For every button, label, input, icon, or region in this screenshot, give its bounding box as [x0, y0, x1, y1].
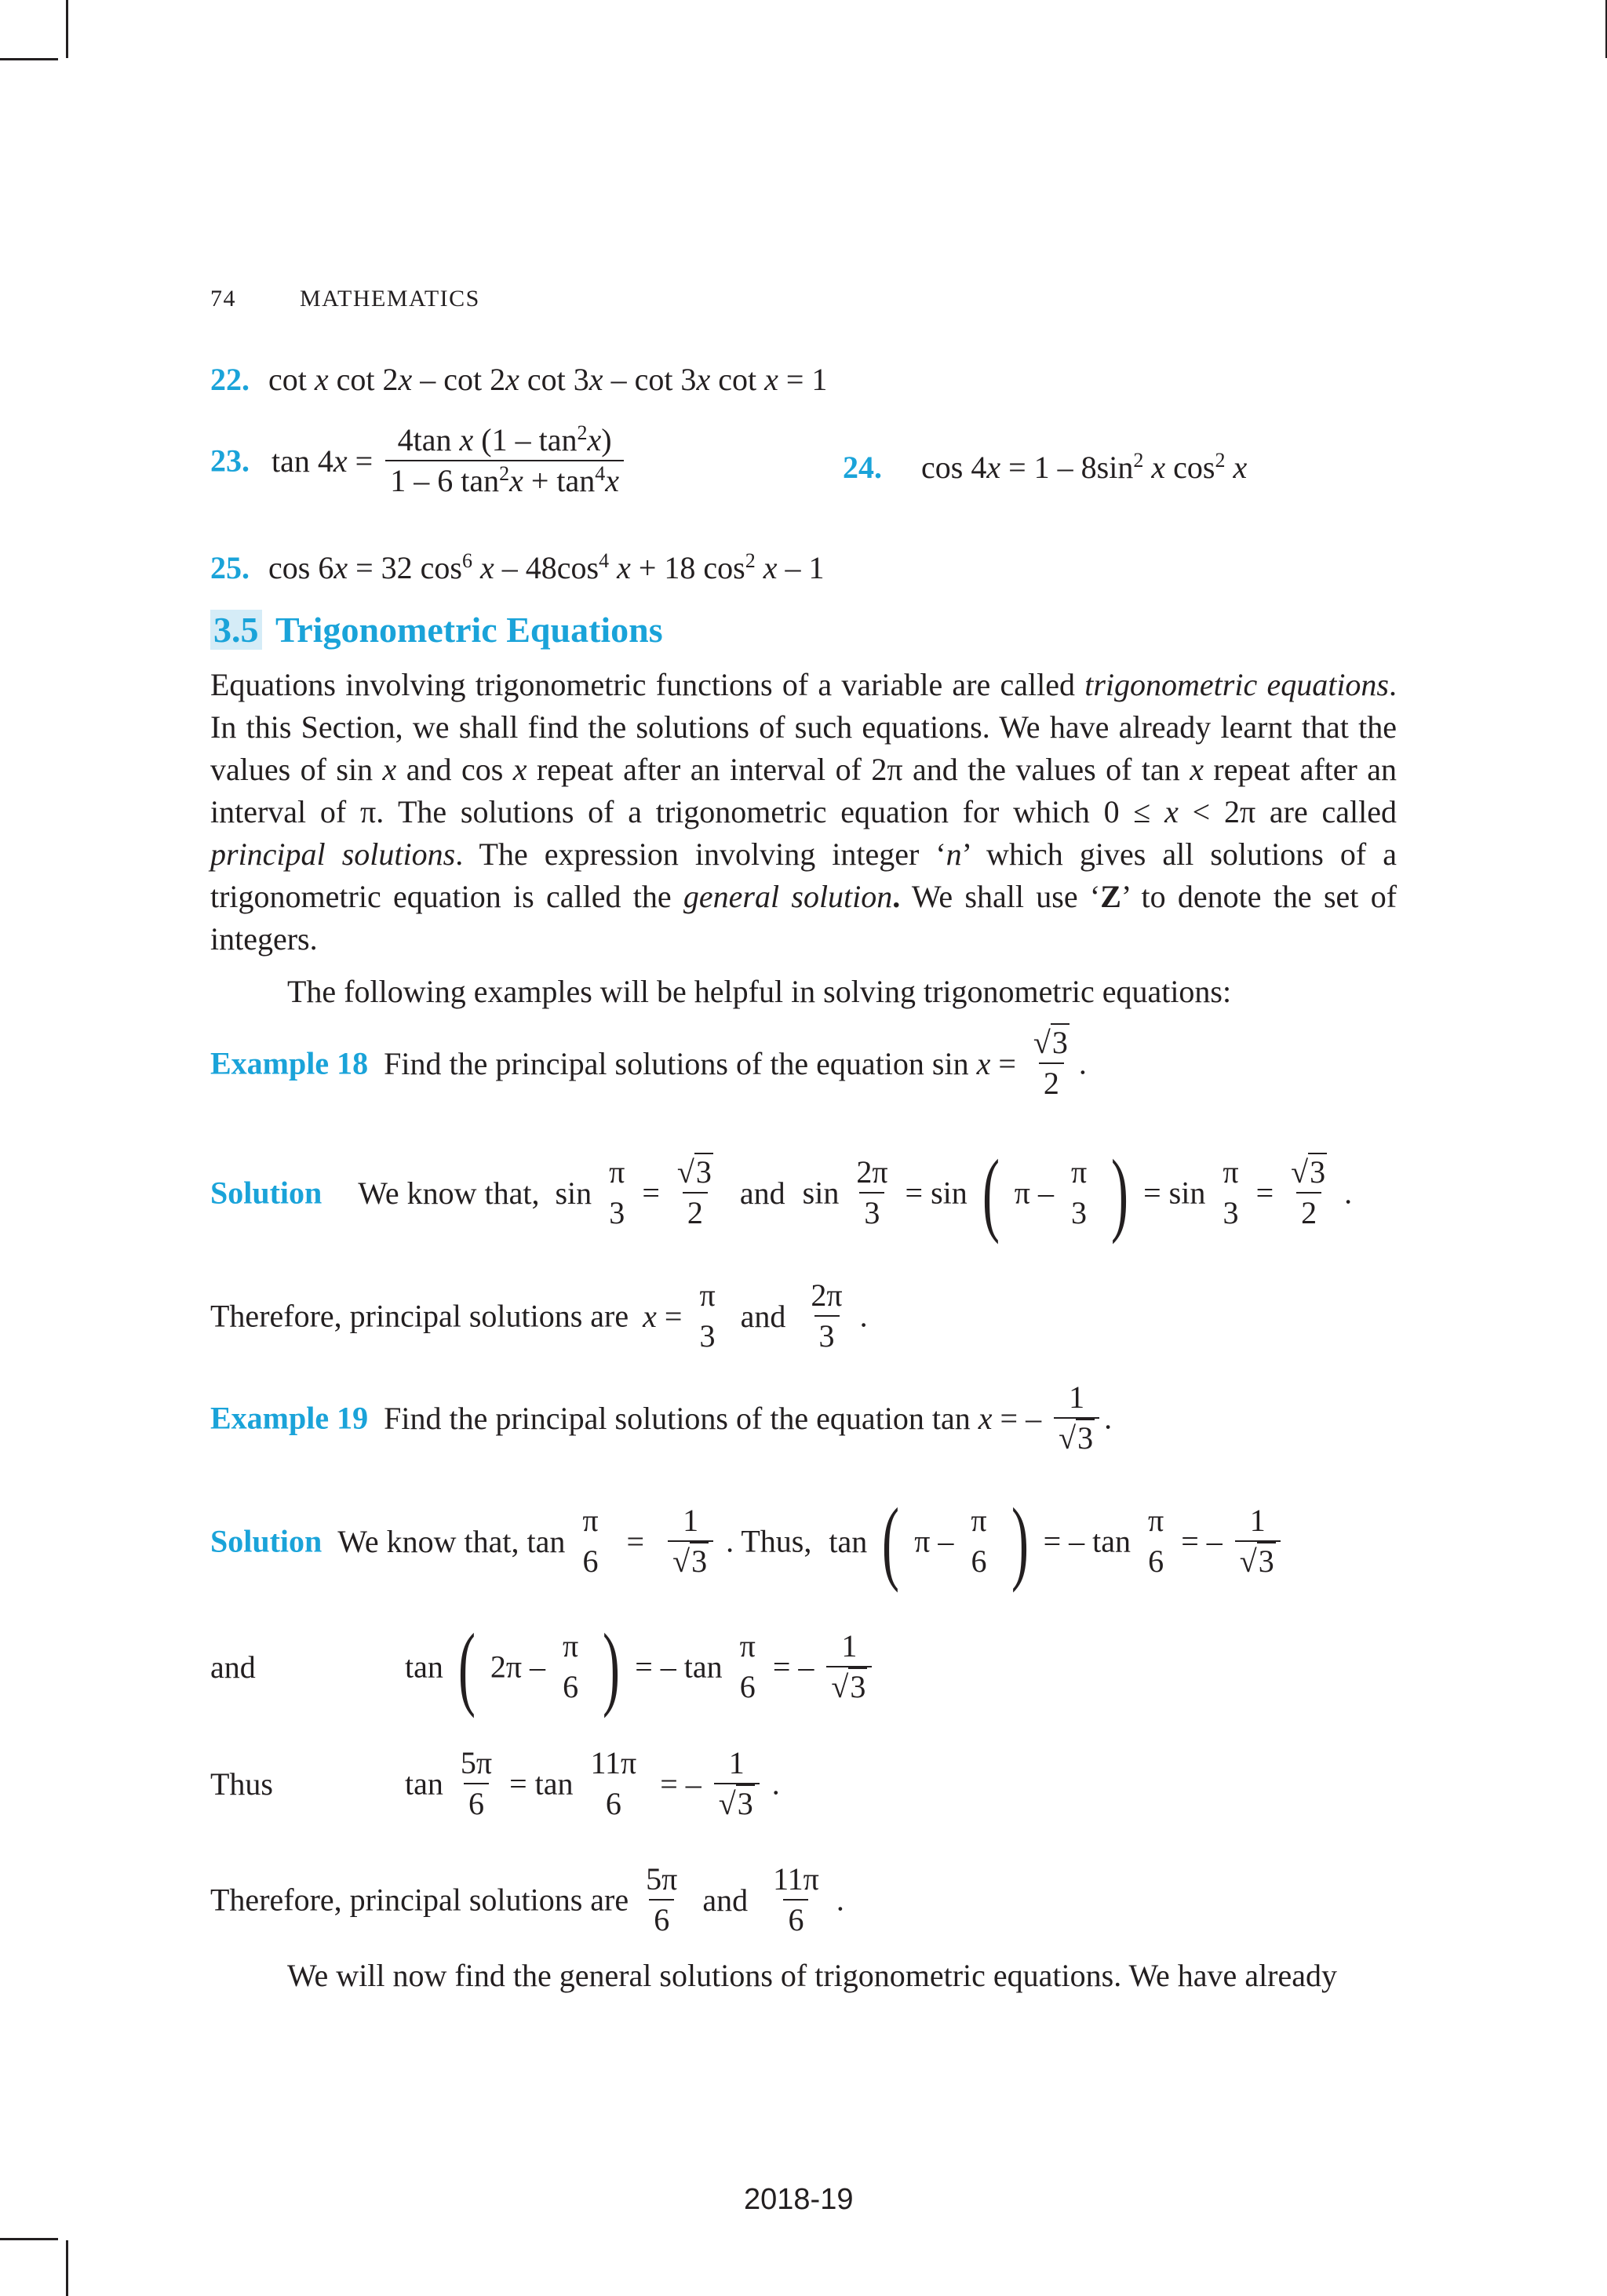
example-19-thus-mid: . Thus,: [726, 1523, 812, 1559]
example-18-conclusion-text: Therefore, principal solutions are: [210, 1298, 629, 1334]
exercise-23: [210, 421, 629, 498]
exercise-23-fraction: [385, 421, 624, 498]
example-19-thus-line: Thus tan $\frac{5\pi}{6}$ = tan 11π 6 = – $\frac{1}{√3}$ .: [210, 1745, 780, 1821]
example-19-conclusion-text: Therefore, principal solutions are: [210, 1882, 629, 1918]
exercise-22-number: 22.: [210, 362, 250, 397]
example-19-text: Find the principal solutions of the equation tan x = –: [384, 1400, 1042, 1436]
example-19-solution-label: Solution: [210, 1523, 322, 1559]
example-19-and-line: and tan ( 2π – π 6 ) = – tan π 6 = – $\frac{1}{√3}$: [210, 1620, 876, 1714]
exercise-23-number: 23.: [210, 443, 250, 479]
exercise-25-expr: cos 6x = 32 $\cos^6 x - 48\cos^4$ x + 18 $\cos^2 x - 1$: [268, 549, 825, 585]
example-18-solution-text: We know that,: [358, 1175, 540, 1211]
crop-mark-bottom-left-h: [0, 2238, 58, 2240]
page-number: 74: [210, 286, 236, 312]
exercise-23-denominator: 1 – 6 $\tan^2x + \tan^4x$: [385, 460, 624, 497]
example-18-conclusion: Therefore, principal solutions are x = π 3 and $\frac{2\pi}{3}$ .: [210, 1277, 868, 1354]
exercise-23-lhs: tan 4x =: [271, 443, 374, 479]
example-19-statement: Example 19 Find the principal solutions of the equation tan x = – $\frac{1}{√3}$ .: [210, 1379, 1113, 1456]
example-19-label: Example 19: [210, 1400, 369, 1436]
exercise-24-expr: $\cos 4x = 1 - 8\sin^2$ x $\cos^2 x$: [921, 449, 1248, 485]
section-heading: [210, 609, 663, 651]
example-18-label: Example 18: [210, 1045, 369, 1081]
exercise-22-expr: cot x cot 2x – cot 2x cot 3x – cot 3x cot x = 1: [268, 362, 828, 397]
example-18-text: Find the principal solutions of the equation sin x =: [384, 1045, 1016, 1081]
section-intro: [210, 664, 1397, 960]
exercise-25-number: 25.: [210, 550, 250, 585]
exercise-22: [210, 361, 827, 398]
crop-mark-top-left-h: [0, 58, 58, 60]
example-19-solution: Solution We know that, tan π 6 = $\frac{1}{√3}$ . Thus, tan ( π – π 6 ) = – tan π 6 = – $\frac{1}{√3}$: [210, 1494, 1285, 1588]
exercise-23-numerator: 4tan x $(1 - \tan^2x)$: [397, 421, 612, 457]
example-19-and-label: and: [210, 1649, 256, 1685]
section-lead: The following examples will be helpful in solving trigonometric equations:: [287, 974, 1232, 1009]
example-18-value: $\frac{√3}{2}$: [1033, 1025, 1068, 1101]
example-19-value: $\frac{1}{√3}$: [1054, 1381, 1099, 1455]
running-head: MATHEMATICS: [300, 286, 480, 312]
example-18-solution: [210, 1140, 1353, 1245]
crop-mark-bottom-left-v: [66, 2240, 68, 2296]
exercise-24-number: 24.: [843, 450, 882, 485]
crop-mark-top-left-v: [66, 0, 68, 58]
example-19-thus-label: Thus: [210, 1766, 273, 1802]
example-18-solution-math: sin π 3 = $\frac{√3}{2}$ and sin $\frac{2\pi}{3}$ = sin ( π – π 3 ) = sin π 3 = $\frac{√3}{2}$ .: [555, 1140, 1353, 1245]
section-number: 3.5: [210, 610, 262, 650]
example-18-statement: Example 18 Find the principal solutions of the equation sin x = $\frac{√3}{2}$ .: [210, 1025, 1087, 1101]
exercise-24: [843, 449, 1247, 486]
closing-paragraph: We will now find the general solutions of trigonometric equations. We have already: [287, 1958, 1338, 1993]
footer-year: 2018-19: [744, 2183, 854, 2216]
intro-text: Equations involving trigonometric functions of a variable are called trigonometric equations. In this Section, we shall find the solutions of such equations. We have already learnt that the values of sin x and cos x repeat after an interval of 2π and the values of tan x repeat after an interval of π. The solutions of a trigonometric equation for which 0 ≤ x < 2π are called principal solutions. The expression involving integer ‘n’ which gives all solutions of a trigonometric equation is called the general solution. We shall use ‘Z’ to denote the set of integers.: [210, 667, 1397, 957]
example-19-conclusion: Therefore, principal solutions are $\frac{5\pi}{6}$ and $\frac{11\pi}{6}$ .: [210, 1861, 844, 1937]
example-19-solution-text: We know that, tan: [337, 1523, 566, 1559]
example-18-solution-label: Solution: [210, 1175, 322, 1211]
exercise-25: [210, 549, 825, 586]
section-title: Trigonometric Equations: [275, 610, 663, 650]
